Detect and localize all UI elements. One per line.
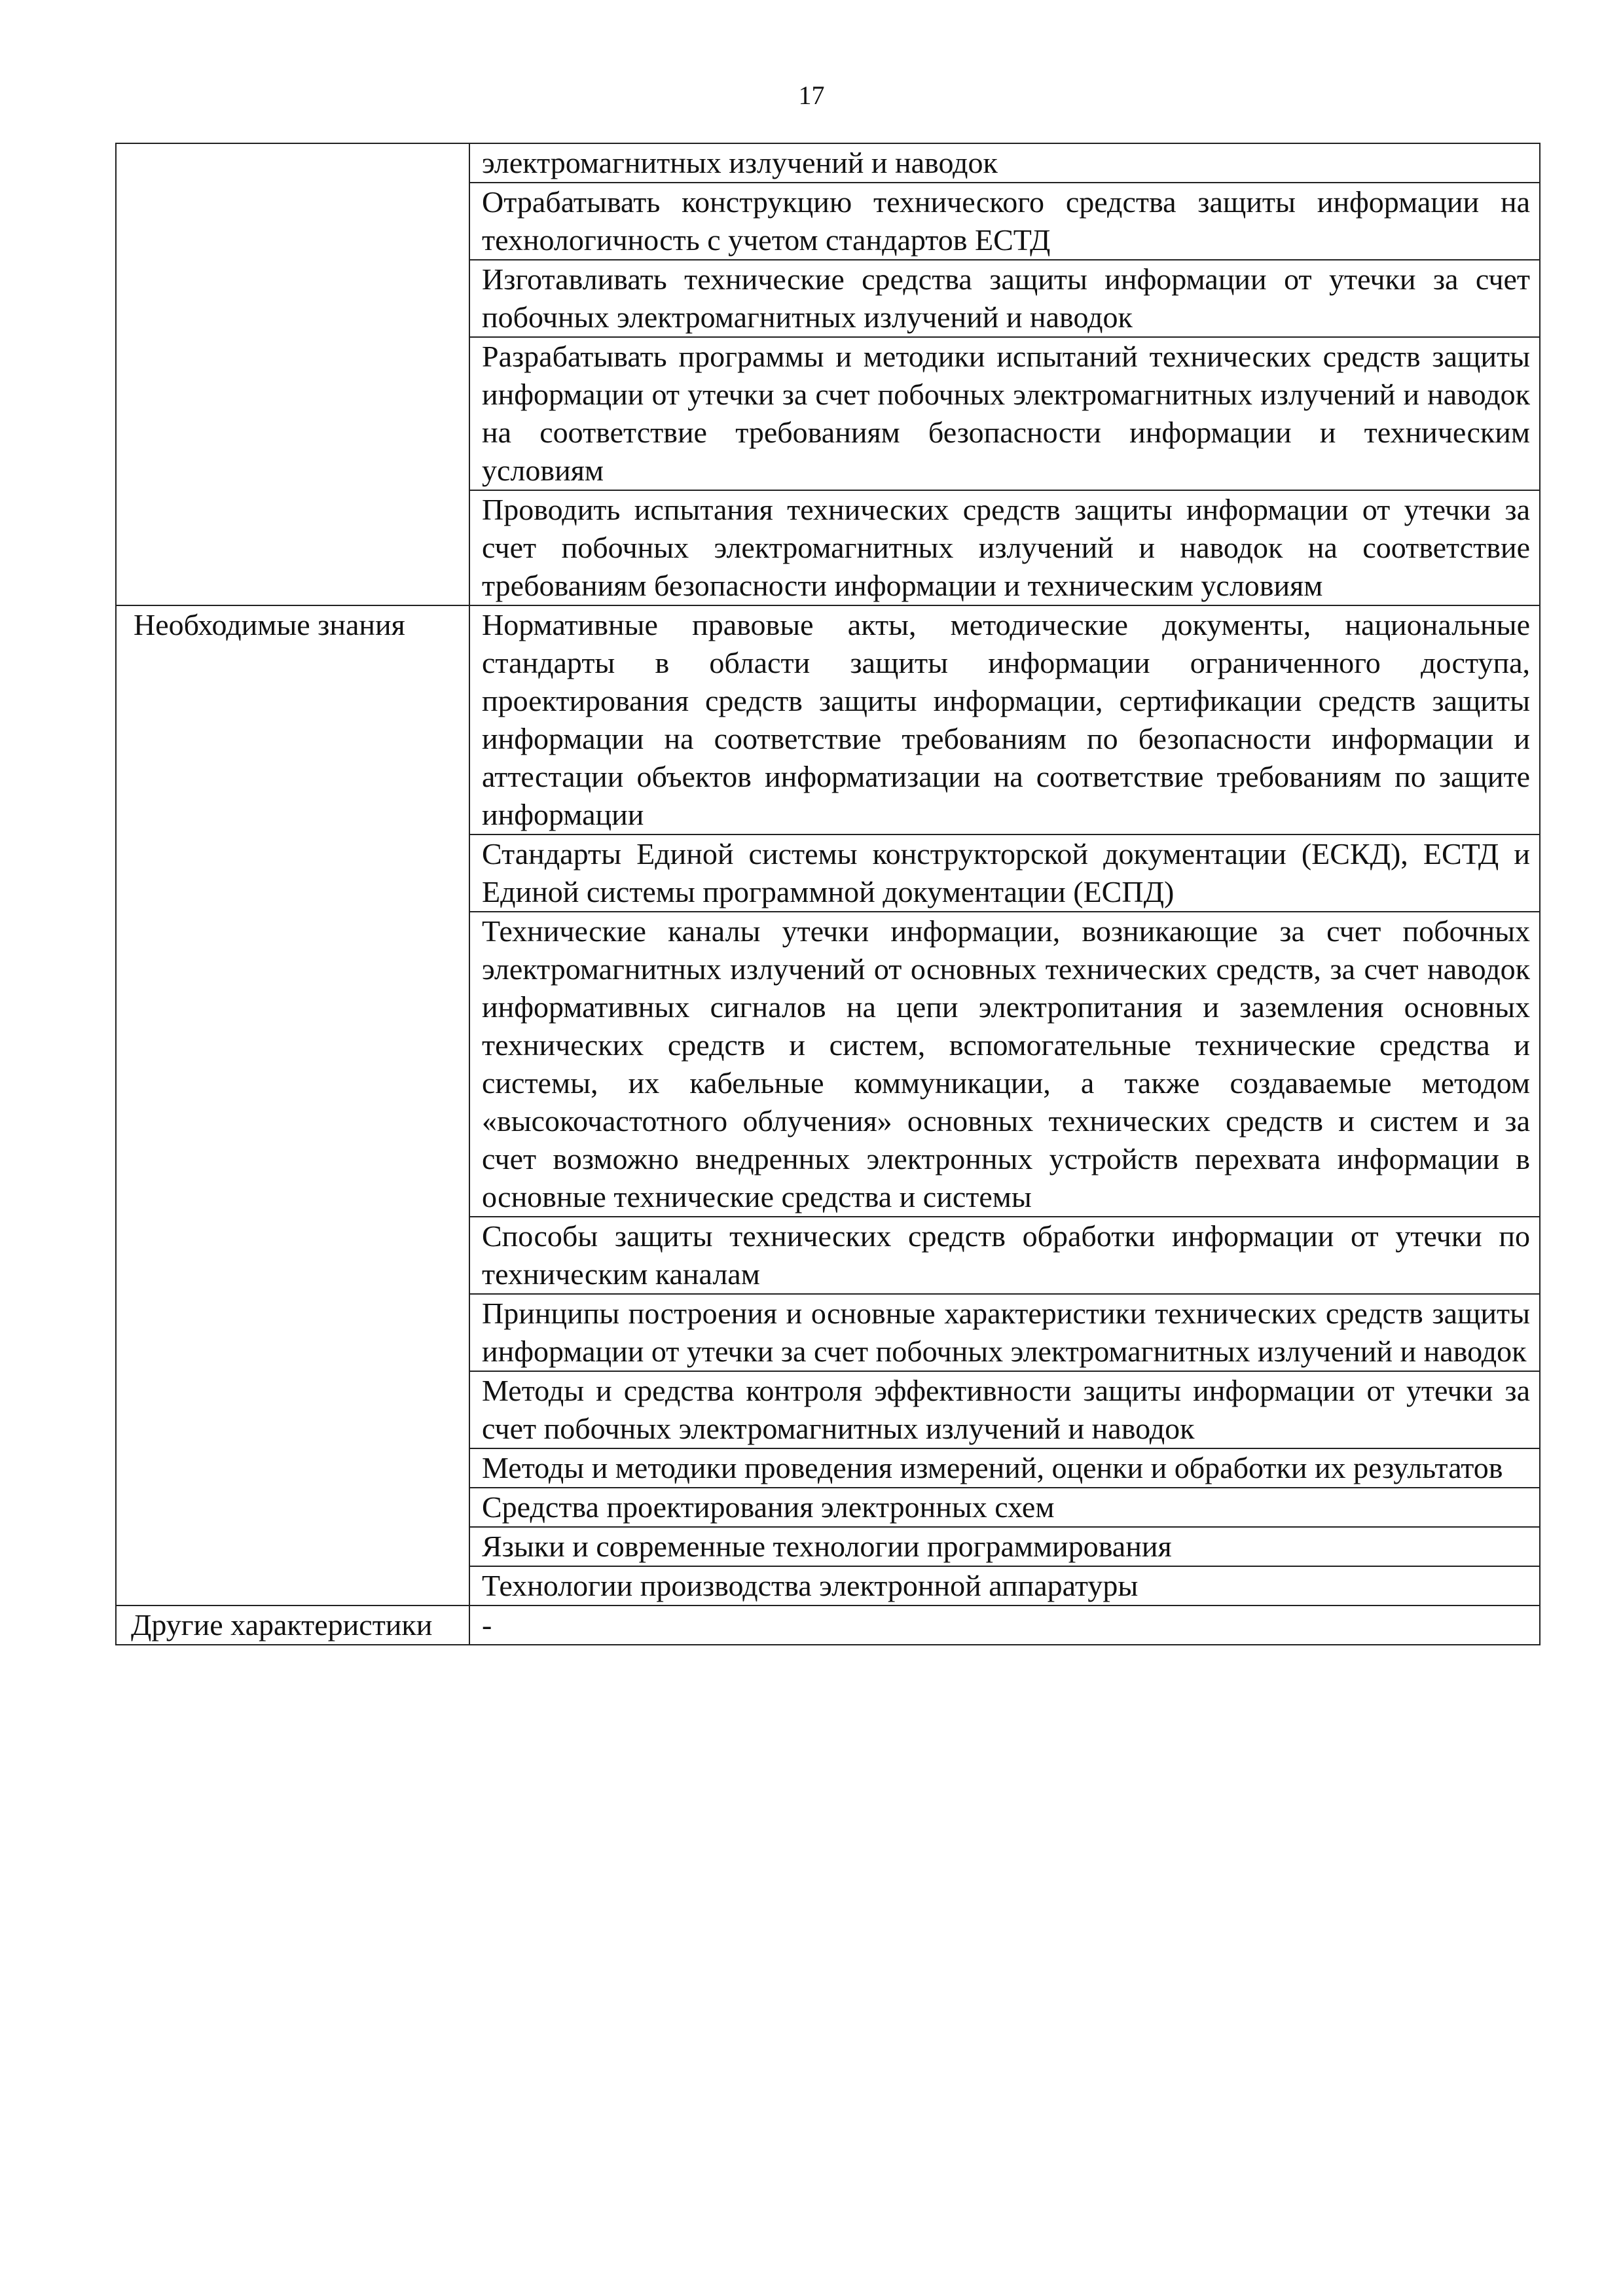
table-cell: Средства проектирования электронных схем [469,1488,1540,1527]
table-cell: Стандарты Единой системы конструкторской документации (ЕСКД), ЕСТД и Единой системы программной документации (ЕСПД) [469,834,1540,912]
section-label-knowledge: Необходимые знания [116,605,469,1605]
table-cell: - [469,1605,1540,1645]
table-cell: Принципы построения и основные характеристики технических средств защиты информации от утечки за счет побочных электромагнитных излучений и наводок [469,1294,1540,1371]
table-cell: Языки и современные технологии программирования [469,1527,1540,1566]
table-row [116,605,1540,834]
table-cell: Методы и методики проведения измерений, оценки и обработки их результатов [469,1448,1540,1488]
table-cell: Технические каналы утечки информации, возникающие за счет побочных электромагнитных излучений от основных технических средств, за счет наводок информативных сигналов на цепи электропитания и заземления основных технических средств и систем, вспомогательные технические средства и системы, их кабельные коммуникации, а также создаваемые методом «высокочастотного облучения» основных технических средств и систем и за счет возможно внедренных электронных устройств перехвата информации в основные технические средства и системы [469,912,1540,1217]
table-cell: Разрабатывать программы и методики испытаний технических средств защиты информации от утечки за счет побочных электромагнитных излучений и наводок на соответствие требованиям безопасности информации и техническим условиям [469,337,1540,490]
table-cell: Способы защиты технических средств обработки информации от утечки по техническим каналам [469,1217,1540,1294]
table-cell: Методы и средства контроля эффективности защиты информации от утечки за счет побочных электромагнитных излучений и наводок [469,1371,1540,1448]
table-cell: Проводить испытания технических средств защиты информации от утечки за счет побочных электромагнитных излучений и наводок на соответствие требованиям безопасности информации и техническим условиям [469,490,1540,605]
page-number: 17 [798,81,825,110]
table-cell: Отрабатывать конструкцию технического средства защиты информации на технологичность с учетом стандартов ЕСТД [469,183,1540,260]
table-row [116,143,1540,183]
section-label-continued [116,143,469,605]
section-label-other: Другие характеристики [116,1605,469,1645]
table-cell: Нормативные правовые акты, методические документы, национальные стандарты в области защиты информации ограниченного доступа, проектирования средств защиты информации, сертификации средств защиты информации на соответствие требованиям по безопасности информации и аттестации объектов информатизации на соответствие требованиям по защите информации [469,605,1540,834]
requirements-table [115,143,1541,1645]
table-row [116,1605,1540,1645]
table-cell: Технологии производства электронной аппаратуры [469,1566,1540,1605]
table-cell: Изготавливать технические средства защиты информации от утечки за счет побочных электромагнитных излучений и наводок [469,260,1540,337]
table-cell: электромагнитных излучений и наводок [469,143,1540,183]
